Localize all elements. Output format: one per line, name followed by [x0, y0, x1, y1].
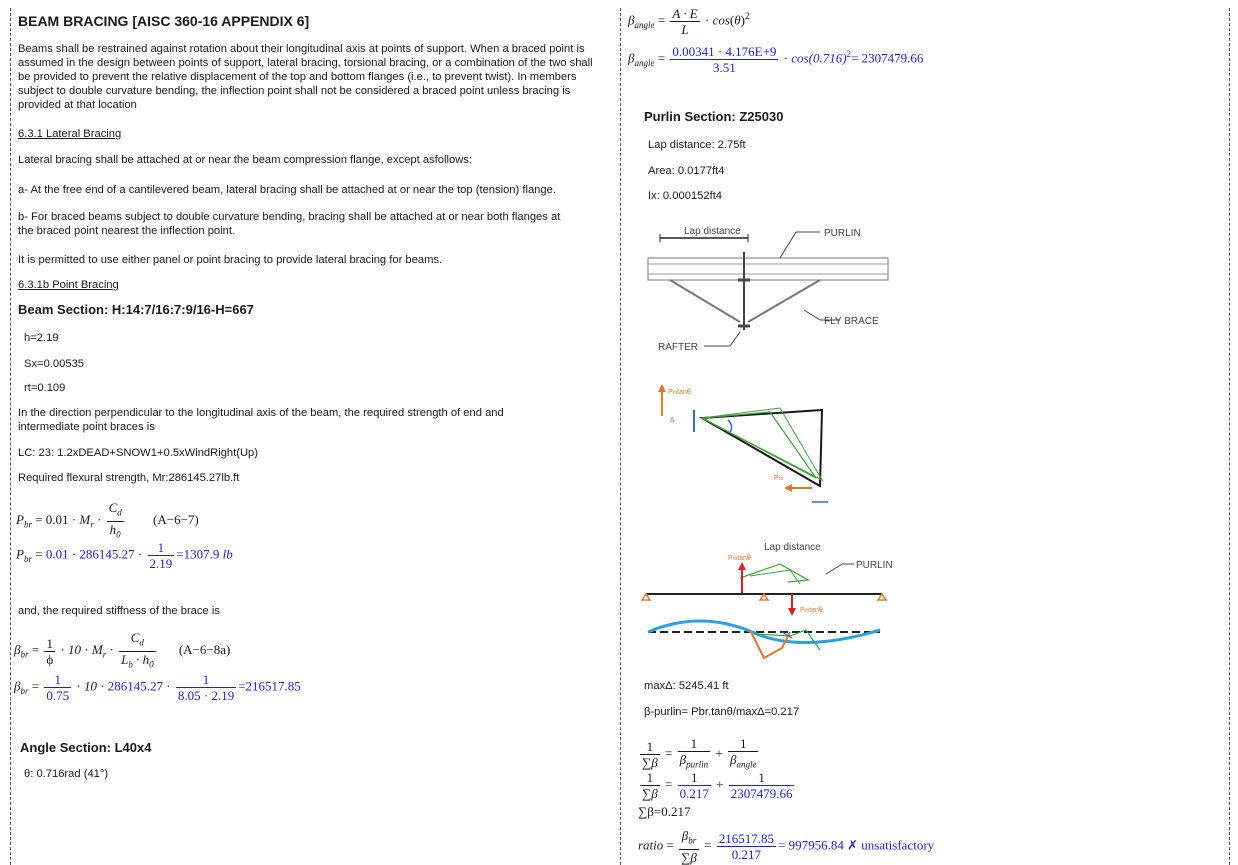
right-divider: [1229, 8, 1230, 865]
svg-text:Prb: Prb: [774, 475, 784, 482]
pbr-calculation: $P_{br} = 0.01 \cdot 286145.27$ · $\frac{1}{2.19}$ =1307.9 lb: [16, 540, 233, 571]
diagram1-flybrace-label: FLY BRACE: [824, 316, 879, 327]
purlin-deflection-diagram: [640, 540, 910, 680]
center-divider: [620, 8, 621, 865]
diagram1-purlin-label: PURLIN: [824, 228, 861, 239]
item-a-text: a- At the free end of a cantilevered beam, lateral bracing shall be attached at or near the top (tension) flange.: [18, 184, 556, 196]
svg-text:Prbtanθ: Prbtanθ: [668, 389, 691, 396]
bbr-formula: $\beta_{br}$ = $\frac{1}{\phi}$ · $10 \cdot M_r$ · $\frac{C_d}{L_b \cdot h_0}$ (A−6−8a): [14, 630, 231, 670]
angle-section-heading: Angle Section: L40x4: [20, 740, 152, 755]
sum-beta-result: ∑β=0.217: [638, 804, 691, 819]
sum-beta-calculation: $\frac{1}{\sum\beta}$ = $\frac{1}{0.217}$ + $\frac{1}{2307479.66}$: [642, 770, 793, 801]
page-title: BEAM BRACING [AISC 360-16 APPENDIX 6]: [18, 13, 310, 29]
direction-text: In the direction perpendicular to the longitudinal axis of the beam, the required strength of end and intermediate point braces is: [18, 407, 504, 433]
diagram1-rafter-label: RAFTER: [658, 342, 698, 353]
beam-section-heading: Beam Section: H:14:7/16:7:9/16-H=667: [18, 302, 254, 317]
lateral-bracing-text: Lateral bracing shall be attached at or near the beam compression flange, except asfollows:: [18, 154, 472, 166]
diagram3-purlin-label: PURLIN: [856, 560, 893, 571]
purlin-section-heading: Purlin Section: Z25030: [644, 109, 784, 124]
stiffness-text: and, the required stiffness of the brace is: [18, 605, 220, 617]
left-divider: [10, 8, 11, 865]
intro-paragraph: Beams shall be restrained against rotation about their longitudinal axis at points of support. When a braced point is assumed in the design between points of support, lateral bracing, torsional bracing, or a combination of the two shall be provided to prevent the relative displacement of the top and bottom flanges (i.e., to prevent twist). In members subject to double curvature bending, the inflection point shall not be considered a braced point unless bracing is provided at that location: [18, 43, 593, 111]
svg-text:Prbtanθ: Prbtanθ: [728, 555, 751, 562]
bbr-calculation: $\beta_{br}$ = $\frac{1}{0.75}$ · 10 · 286145.27 · $\frac{1}{8.05 \cdot 2.19}$ =216517.85: [14, 672, 301, 703]
permitted-text: It is permitted to use either panel or point bracing to provide lateral bracing for beams.: [18, 254, 443, 266]
diagram1-lap-label: Lap distance: [684, 226, 741, 237]
purlin-area: Area: 0.0177ft4: [648, 165, 725, 177]
max-delta: maxΔ: 5245.41 ft: [644, 680, 729, 692]
beta-angle-formula: $\beta_{angle}$ = $\frac{A \cdot E}{L}$ · $\cos(\theta)^2$: [628, 6, 750, 37]
svg-text:Δ: Δ: [670, 417, 675, 424]
fly-brace-diagram: [640, 222, 900, 362]
theta-value: θ: 0.716rad (41°): [24, 768, 109, 780]
sum-beta-formula: $\frac{1}{\sum\beta}$ = $\frac{1}{\beta_{purlin}}$ + $\frac{1}{\beta_{angle}}$: [642, 736, 757, 770]
triangle-force-diagram: [650, 382, 840, 512]
beam-sx-value: Sx=0.00535: [24, 358, 85, 370]
beta-angle-calculation: $\beta_{angle}$ = $\frac{0.00341 \cdot 4.176E+9}{3.51}$ · $\cos(0.716)^2= 2307479.66$: [628, 44, 924, 75]
lap-distance: Lap distance: 2.75ft: [648, 139, 746, 151]
svg-text:Prbtanθ: Prbtanθ: [800, 607, 823, 614]
pbr-formula: $P_{br} = 0.01 \cdot M_r$ · $\frac{C_d}{h_0}$ (A−6−7): [16, 500, 199, 540]
load-combination: LC: 23: 1.2xDEAD+SNOW1+0.5xWindRight(Up): [18, 447, 259, 459]
beam-rt-value: rt=0.109: [24, 382, 66, 394]
section-631b-heading: 6.3.1b Point Bracing: [18, 279, 119, 291]
item-b-text: b- For braced beams subject to double curvature bending, bracing shall be attached at or near both flanges at the braced point nearest the inflection point.: [18, 211, 561, 237]
diagram3-lap-label: Lap distance: [764, 542, 821, 553]
section-631-heading: 6.3.1 Lateral Bracing: [18, 128, 122, 140]
beam-h-value: h=2.19: [24, 332, 59, 344]
ratio-calculation: ratio = $\frac{\beta_{br}}{\sum\beta}$ = $\frac{216517.85}{0.217}$ = 997956.84 ✗ unsatisfactory: [638, 828, 935, 865]
ratio-status: ✗ unsatisfactory: [847, 837, 935, 853]
purlin-ix: Ix: 0.000152ft4: [648, 190, 723, 202]
beta-purlin: β-purlin= Pbr.tanθ/maxΔ=0.217: [644, 706, 800, 718]
required-flexural-strength: Required flexural strength, Mr:286145.27lb.ft: [18, 472, 240, 484]
